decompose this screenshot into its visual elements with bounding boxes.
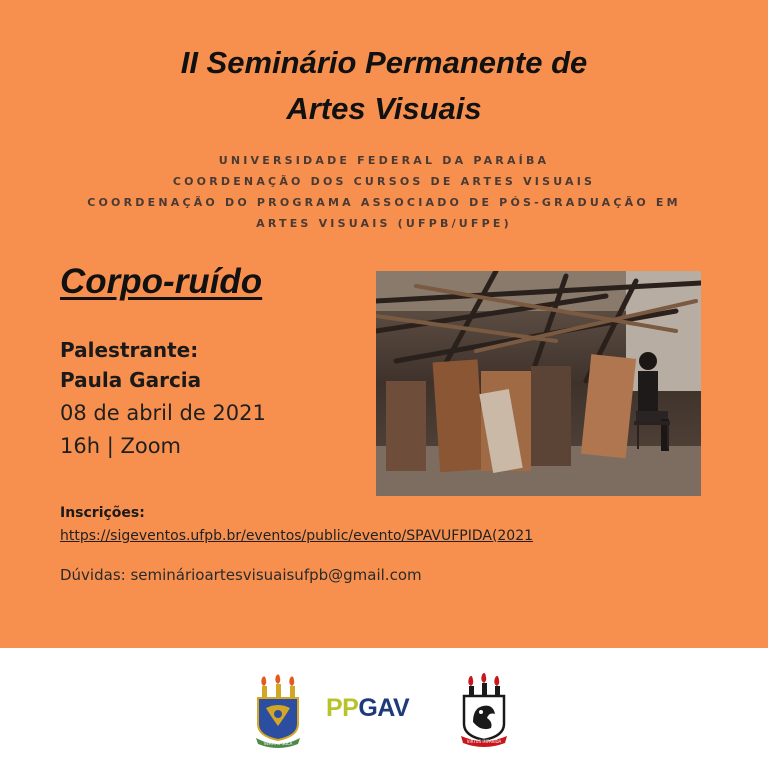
institutions-block (60, 150, 708, 234)
event-date: 08 de abril de 2021 (60, 401, 266, 425)
ppgav-logo-gav: GAV (358, 694, 410, 722)
registration-link[interactable]: https://sigeventos.ufpb.br/eventos/public/evento/SPAVUFPIDA(2021 (60, 528, 534, 544)
ufpb-motto: VERITAS SOLA (263, 741, 293, 746)
torch-icon (261, 674, 295, 698)
ppgav-logo-pp: PP (326, 694, 359, 722)
ufpe-logo (459, 672, 509, 748)
institution-line: ARTES VISUAIS (UFPB/UFPE) (256, 217, 512, 230)
speaker-label: Palestrante: (60, 338, 199, 362)
institution-line: UNIVERSIDADE FEDERAL DA PARAÍBA (218, 154, 550, 167)
ufpe-motto: VIRTUS IMPAVIDA (466, 739, 502, 744)
contact-info: Dúvidas: seminárioartesvisuaisufpb@gmail.com (60, 566, 422, 584)
institution-line: COORDENAÇÃO DOS CURSOS DE ARTES VISUAIS (172, 175, 596, 188)
ufpb-logo (252, 674, 304, 748)
ppgav-logo (326, 694, 409, 723)
event-time: 16h | Zoom (60, 434, 181, 458)
institution-line: COORDENAÇÃO DO PROGRAMA ASSOCIADO DE PÓS-GRADUAÇÃO EM (87, 196, 681, 209)
seminar-title-line1: II Seminário Permanente de (180, 45, 588, 80)
registration-label: Inscrições: (60, 505, 145, 521)
talk-title: Corpo-ruído (60, 262, 263, 301)
speaker-name: Paula Garcia (60, 368, 202, 392)
artwork-photo (376, 271, 701, 496)
seminar-title-line2: Artes Visuais (286, 91, 482, 126)
torch-icon (468, 673, 500, 696)
logo-footer (0, 648, 768, 768)
